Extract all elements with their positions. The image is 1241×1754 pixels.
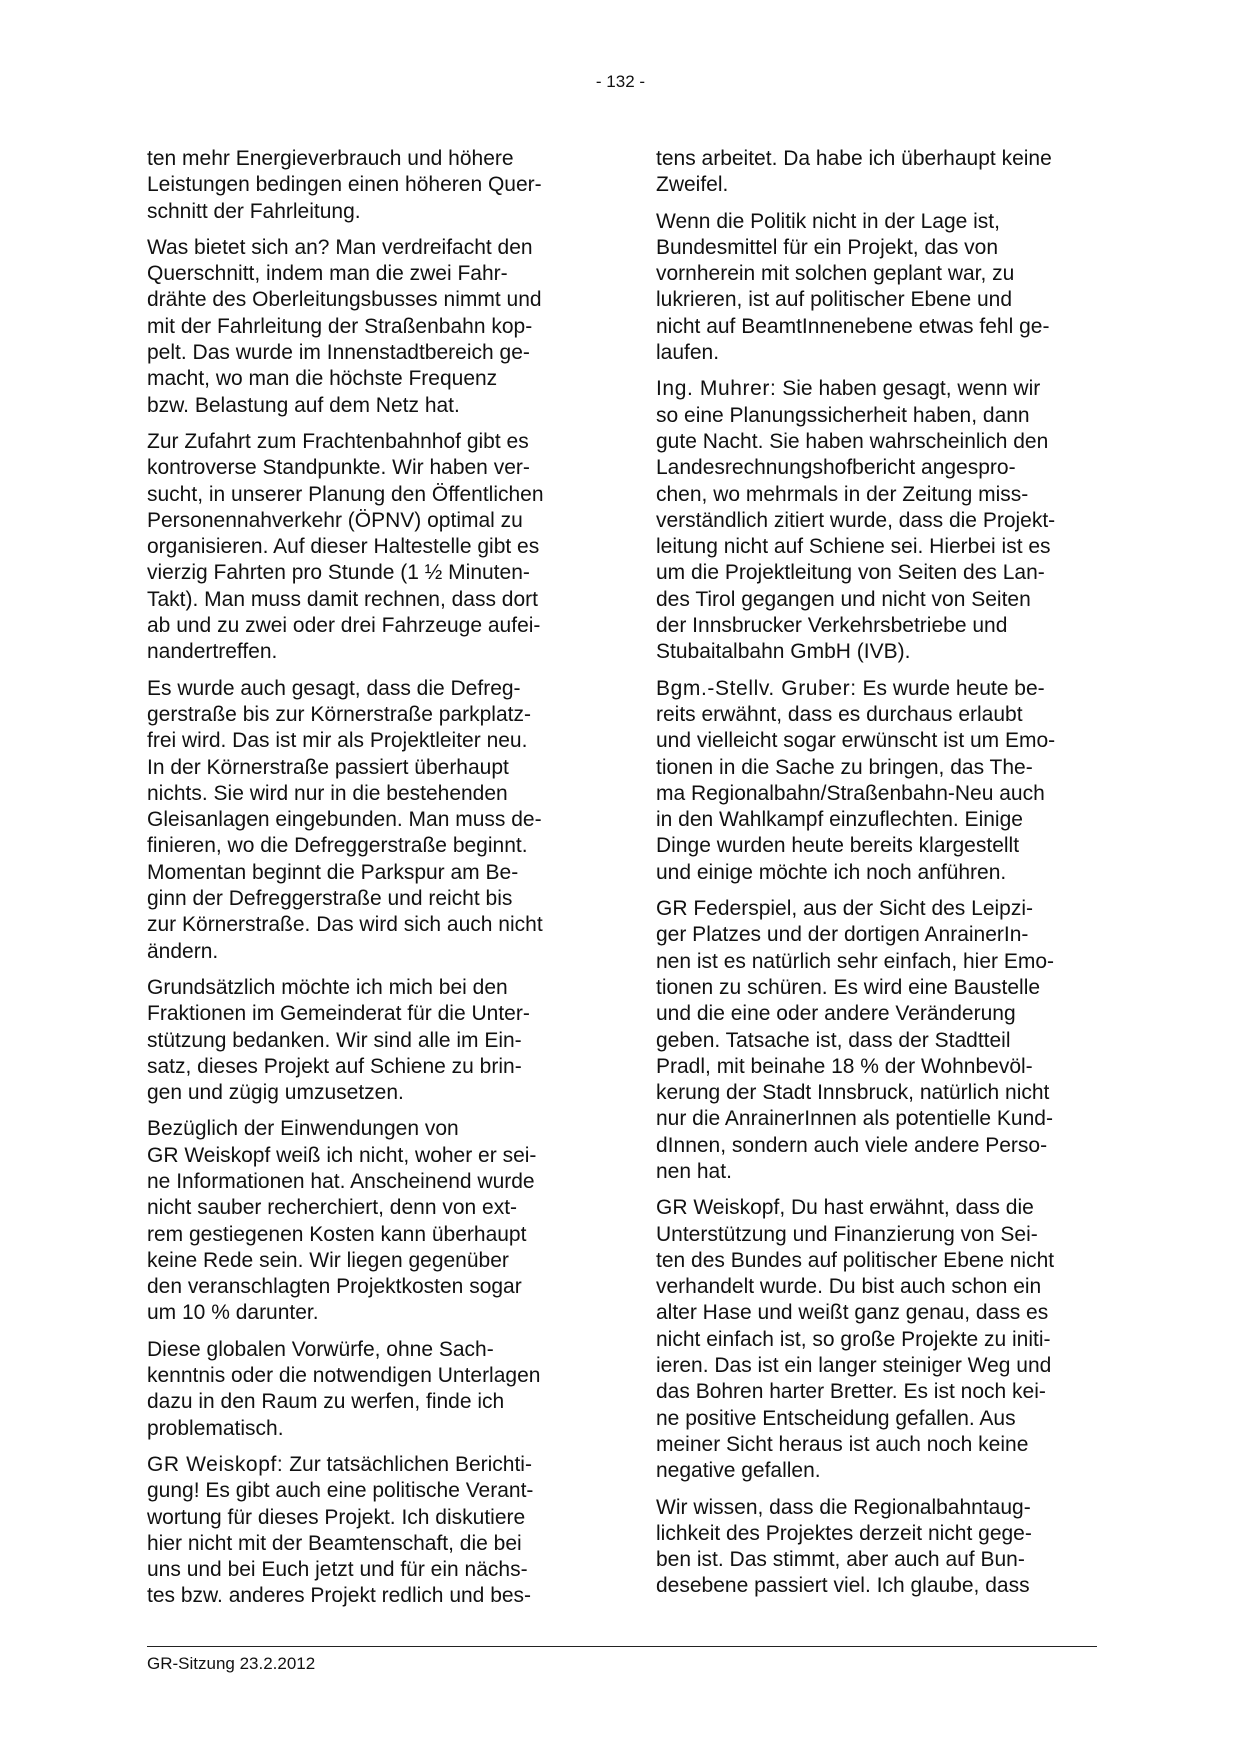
speech-text: Sie haben gesagt, wenn wir so eine Planungssicherheit haben, dann gute Nacht. Sie haben wahrscheinlich den Landesrechnungshofbericht angespro- chen, wo mehrmals in der Zeitung miss- verständlich zitiert wurde, dass die Projekt- leitung nicht auf Schiene sei. Hierbei ist es um die Projektleitung von Seiten des Lan- des Tirol gegangen und nicht von Seiten der Innsbrucker Verkehrsbetriebe und Stubaitalbahn GmbH (IVB).: [656, 377, 1056, 664]
paragraph: Zur Zufahrt zum Frachtenbahnhof gibt es kontroverse Standpunkte. Wir haben ver- sucht, in unserer Planung den Öffentlichen Personennahverkehr (ÖPNV) optimal zu organisieren. Auf dieser Haltestelle gibt es vierzig Fahrten pro Stunde (1 ½ Minuten- Takt). Man muss damit rechnen, dass dort ab und zu zwei oder drei Fahrzeuge aufei- nandertreffen.: [147, 429, 544, 664]
paragraph: GR Weiskopf, Du hast erwähnt, dass die Unterstützung und Finanzierung von Sei- ten des Bundes auf politischer Ebene nicht verhandelt wurde. Du bist auch schon ein alter Hase und weißt ganz genau, dass es nicht einfach ist, so große Projekte zu initi- ieren. Das ist ein langer steiniger Weg und das Bohren harter Bretter. Es ist noch kei- ne positive Entscheidung gefallen. Aus meiner Sicht heraus ist auch noch keine negative gefallen.: [656, 1196, 1055, 1483]
paragraph: [656, 676, 1096, 886]
paragraph: Wir wissen, dass die Regionalbahntaug- lichkeit des Projektes derzeit nicht gege- ben ist. Das stimmt, aber auch auf Bun- desebene passiert viel. Ich glaube, dass: [656, 1495, 1032, 1598]
speech-text: Es wurde heute be- reits erwähnt, dass es durchaus erlaubt und vielleicht sogar erwünscht ist um Emo- tionen in die Sache zu bringen, das The- ma Regionalbahn/Straßenbahn-Neu auch in den Wahlkampf einzuflechten. Einige Dinge wurden heute bereits klargestellt und einige möchte ich noch anführen.: [656, 676, 1056, 884]
paragraph: ten mehr Energieverbrauch und höhere Leistungen bedingen einen höheren Quer- schnitt der Fahrleitung.: [147, 147, 542, 223]
speaker-name: GR Weiskopf:: [147, 1452, 284, 1476]
paragraph: Wenn die Politik nicht in der Lage ist, Bundesmittel für ein Projekt, das von vornherein mit solchen geplant war, zu lukrieren, ist auf politischer Ebene und nicht auf BeamtInnenebene etwas fehl ge- laufen.: [656, 209, 1050, 365]
page-number: - 132 -: [595, 72, 646, 91]
speaker-name: Bgm.-Stellv. Gruber:: [656, 676, 857, 700]
left-column: [147, 146, 587, 1620]
paragraph: GR Federspiel, aus der Sicht des Leipzi- ger Platzes und der dortigen AnrainerIn- nen ist es natürlich sehr einfach, hier Emo- tionen zu schüren. Es wird eine Baustelle und die eine oder andere Veränderung geben. Tatsache ist, dass der Stadtteil Pradl, mit beinahe 18 % der Wohnbevöl- kerung der Stadt Innsbruck, natürlich nicht nur die AnrainerInnen als potentielle Kund- dInnen, sondern auch viele andere Perso- nen hat.: [656, 897, 1055, 1183]
paragraph: tens arbeitet. Da habe ich überhaupt keine Zweifel.: [656, 147, 1052, 197]
paragraph: Bezüglich der Einwendungen von GR Weiskopf weiß ich nicht, woher er sei- ne Informationen hat. Anscheinend wurde nicht sauber recherchiert, denn von ext- rem gestiegenen Kosten kann überhaupt keine Rede sein. Wir liegen gegenüber den veranschlagten Projektkosten sogar um 10 % darunter.: [147, 1117, 537, 1325]
footer-session-label: GR-Sitzung 23.2.2012: [147, 1654, 316, 1673]
paragraph: Grundsätzlich möchte ich mich bei den Fraktionen im Gemeinderat für die Unter- stützung bedanken. Wir sind alle im Ein- satz, dieses Projekt auf Schiene zu brin- gen und zügig umzusetzen.: [147, 975, 530, 1105]
speaker-name: Ing. Muhrer:: [656, 377, 777, 401]
speech-text: Zur tatsächlichen Berichti- gung! Es gibt auch eine politische Verant- wortung für dieses Projekt. Ich diskutiere hier nicht mit der Beamtenschaft, die bei uns und bei Euch jetzt und für ein nächs- tes bzw. anderes Projekt redlich und bes-: [147, 1452, 534, 1608]
paragraph: Was bietet sich an? Man verdreifacht den Querschnitt, indem man die zwei Fahr- drähte des Oberleitungsbusses nimmt und mit der Fahrleitung der Straßenbahn kop- pelt. Das wurde im Innenstadtbereich ge- macht, wo man die höchste Frequenz bzw. Belastung auf dem Netz hat.: [147, 235, 542, 417]
paragraph: [147, 1452, 587, 1610]
footer-divider: [147, 1646, 1097, 1647]
paragraph: [656, 376, 1096, 665]
paragraph: Es wurde auch gesagt, dass die Defreg- gerstraße bis zur Körnerstraße parkplatz- frei wird. Das ist mir als Projektleiter neu. In der Körnerstraße passiert überhaupt nichts. Sie wird nur in die bestehenden Gleisanlagen eingebunden. Man muss de- finieren, wo die Defreggerstraße beginnt. Momentan beginnt die Parkspur am Be- ginn der Defreggerstraße und reicht bis zur Körnerstraße. Das wird sich auch nicht ändern.: [147, 676, 543, 963]
paragraph: Diese globalen Vorwürfe, ohne Sach- kenntnis oder die notwendigen Unterlagen dazu in den Raum zu werfen, finde ich problematisch.: [147, 1337, 541, 1440]
right-column: [656, 146, 1096, 1610]
